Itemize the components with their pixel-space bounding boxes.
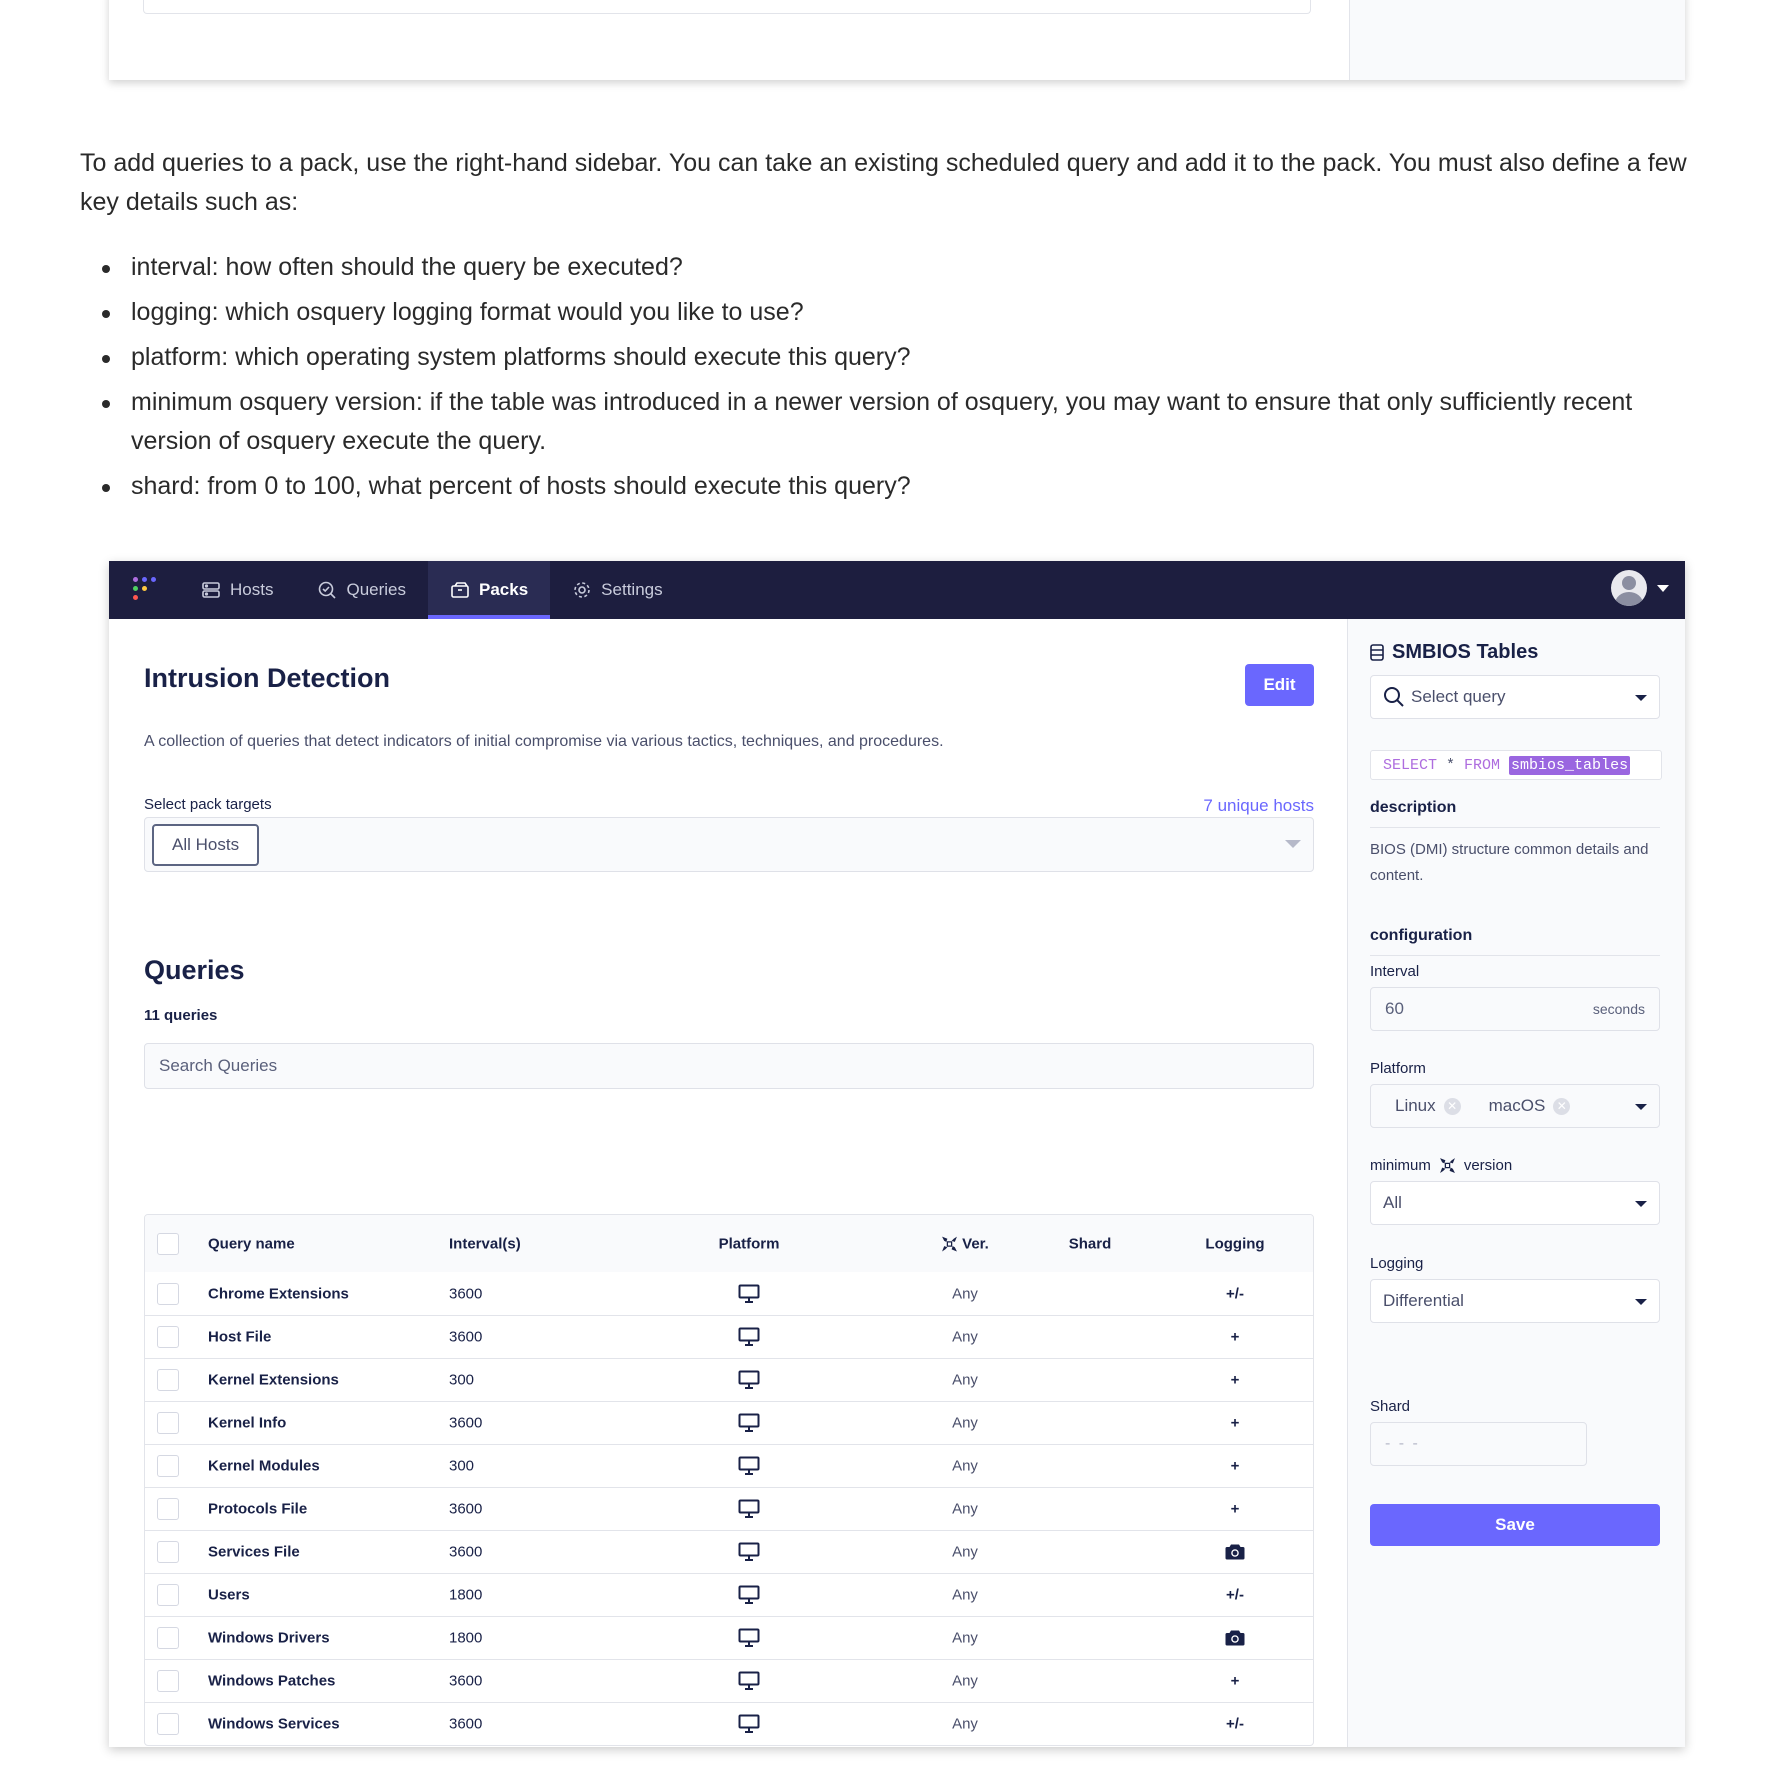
- sql-star: *: [1446, 756, 1456, 774]
- min-version-label-b: version: [1463, 1157, 1513, 1174]
- nav-item-settings[interactable]: [550, 561, 684, 619]
- targets-select[interactable]: [144, 817, 1314, 872]
- platform-select[interactable]: [1370, 1084, 1660, 1128]
- table-row[interactable]: [145, 1573, 1313, 1616]
- sidebar-title-text: SMBIOS Tables: [1392, 641, 1539, 663]
- interval-cell: 1800: [449, 1629, 483, 1647]
- min-version-label-a: minimum: [1370, 1157, 1431, 1174]
- packs-icon: [450, 580, 470, 600]
- table-row[interactable]: [145, 1616, 1313, 1659]
- user-menu[interactable]: [1611, 570, 1669, 606]
- column-header-shard[interactable]: Shard: [1068, 1235, 1112, 1252]
- desktop-icon: [738, 1628, 760, 1648]
- chevron-down-icon: [1635, 1104, 1647, 1110]
- top-nav: [109, 561, 1685, 619]
- column-header-name[interactable]: Query name: [208, 1235, 295, 1252]
- shard-label: Shard: [1370, 1398, 1411, 1415]
- nav-item-label: Hosts: [230, 580, 274, 599]
- desktop-icon: [738, 1499, 760, 1519]
- platform-label: Platform: [1370, 1060, 1426, 1077]
- previous-sidebar: [1349, 0, 1685, 80]
- targets-label: Select pack targets: [144, 796, 272, 813]
- version-cell: Any: [952, 1500, 978, 1518]
- nav-item-packs[interactable]: [428, 561, 550, 619]
- camera-icon: [1225, 1544, 1245, 1561]
- sql-keyword: SELECT: [1383, 756, 1438, 774]
- interval-cell: 3600: [449, 1328, 483, 1346]
- query-name[interactable]: Kernel Modules: [208, 1457, 320, 1475]
- row-checkbox[interactable]: [157, 1326, 179, 1348]
- table-row[interactable]: [145, 1487, 1313, 1530]
- interval-value: 60: [1385, 999, 1404, 1018]
- list-item: shard: from 0 to 100, what percent of hosts should execute this query?: [80, 467, 1710, 506]
- interval-cell: 3600: [449, 1285, 483, 1302]
- table-row[interactable]: [145, 1444, 1313, 1487]
- version-cell: Any: [952, 1586, 978, 1604]
- version-cell: Any: [952, 1672, 978, 1690]
- unique-hosts-count: 7 unique hosts: [1203, 796, 1314, 815]
- nav-item-label: Settings: [601, 580, 663, 599]
- platform-cell: [719, 1542, 779, 1562]
- platform-tag-label: macOS: [1488, 1096, 1546, 1115]
- row-checkbox[interactable]: [157, 1283, 179, 1305]
- table-row[interactable]: [145, 1530, 1313, 1573]
- chevron-down-icon: [1635, 1299, 1647, 1305]
- interval-cell: 3600: [449, 1500, 483, 1518]
- desktop-icon: [738, 1714, 760, 1734]
- queries-table: [144, 1214, 1314, 1746]
- row-checkbox[interactable]: [157, 1541, 179, 1563]
- table-row[interactable]: [145, 1358, 1313, 1401]
- query-name[interactable]: Host File: [208, 1328, 272, 1346]
- shard-input[interactable]: - - -: [1370, 1422, 1587, 1466]
- column-header-platform[interactable]: Platform: [718, 1235, 780, 1252]
- previous-screenshot: [109, 0, 1685, 80]
- chevron-down-icon: [1657, 585, 1669, 592]
- interval-cell: 1800: [449, 1586, 483, 1604]
- list-item: interval: how often should the query be executed?: [80, 248, 1710, 287]
- version-cell: Any: [952, 1414, 978, 1432]
- table-row[interactable]: [145, 1401, 1313, 1444]
- interval-label: Interval: [1370, 963, 1420, 980]
- platform-cell: [719, 1413, 779, 1433]
- platform-tag-macos[interactable]: [1489, 1096, 1571, 1116]
- page-title: Intrusion Detection: [144, 663, 391, 693]
- column-header-logging[interactable]: Logging: [1205, 1235, 1265, 1252]
- version-cell: Any: [952, 1457, 978, 1475]
- list-item: logging: which osquery logging format would you like to use?: [80, 293, 1710, 332]
- list-item: platform: which operating system platforms should execute this query?: [80, 338, 1710, 377]
- logging-cell: +: [1230, 1672, 1240, 1690]
- query-name[interactable]: Kernel Extensions: [208, 1371, 339, 1389]
- query-select[interactable]: [1370, 675, 1660, 719]
- logging-cell: +: [1230, 1371, 1240, 1389]
- desktop-icon: [738, 1413, 760, 1433]
- nav-item-label: Queries: [346, 580, 406, 599]
- sql-keyword: FROM: [1464, 756, 1501, 774]
- sidebar-title: [1370, 641, 1538, 664]
- table-row[interactable]: [145, 1272, 1313, 1315]
- interval-input[interactable]: [1370, 987, 1660, 1031]
- search-input[interactable]: [144, 1043, 1314, 1089]
- query-name[interactable]: Services File: [208, 1543, 300, 1561]
- query-name[interactable]: Windows Patches: [208, 1672, 336, 1690]
- hosts-icon: [201, 580, 221, 600]
- min-version-select[interactable]: [1370, 1181, 1660, 1225]
- interval-cell: 3600: [449, 1715, 483, 1733]
- desktop-icon: [738, 1542, 760, 1562]
- query-name[interactable]: Chrome Extensions: [208, 1285, 349, 1302]
- chevron-down-icon[interactable]: [1285, 840, 1301, 848]
- platform-cell: [719, 1327, 779, 1347]
- search-icon: [1383, 686, 1405, 708]
- logging-cell: +/-: [1226, 1285, 1244, 1302]
- intro-paragraph: To add queries to a pack, use the right-hand sidebar. You can take an existing scheduled query and add it to the pack. You must also define a few key details such as:: [80, 149, 1687, 216]
- version-cell: Any: [952, 1285, 978, 1302]
- pack-description: A collection of queries that detect indicators of initial compromise via various tactics, techniques, and procedures.: [144, 733, 944, 750]
- platform-cell: [719, 1499, 779, 1519]
- version-cell: Any: [952, 1371, 978, 1389]
- version-cell: Any: [952, 1328, 978, 1346]
- pack-main: [109, 619, 1347, 1747]
- logging-cell: +/-: [1226, 1715, 1244, 1733]
- configuration-heading: configuration: [1370, 927, 1660, 956]
- platform-cell: [719, 1456, 779, 1476]
- platform-cell: [719, 1370, 779, 1390]
- sql-preview: [1370, 750, 1662, 780]
- table-row[interactable]: [145, 1702, 1313, 1745]
- platform-tag-linux[interactable]: [1395, 1096, 1461, 1116]
- query-name[interactable]: Protocols File: [208, 1500, 308, 1518]
- interval-unit: seconds: [1592, 1001, 1645, 1017]
- logging-cell: +: [1230, 1414, 1240, 1432]
- desktop-icon: [738, 1327, 760, 1347]
- osquery-icon: [1439, 1157, 1456, 1174]
- min-version-label: [1370, 1157, 1512, 1174]
- interval-cell: 3600: [449, 1543, 483, 1561]
- row-checkbox[interactable]: [157, 1412, 179, 1434]
- desktop-icon: [738, 1370, 760, 1390]
- table-row[interactable]: [145, 1659, 1313, 1702]
- logging-cell: +/-: [1226, 1586, 1244, 1604]
- logging-cell: [1195, 1544, 1275, 1561]
- interval-cell: 3600: [449, 1672, 483, 1690]
- row-checkbox[interactable]: [157, 1713, 179, 1735]
- table-icon: [1370, 644, 1384, 661]
- logging-cell: +: [1230, 1500, 1240, 1518]
- camera-icon: [1225, 1630, 1245, 1647]
- query-select-placeholder: Select query: [1411, 687, 1506, 706]
- version-cell: Any: [952, 1629, 978, 1647]
- platform-cell: [719, 1714, 779, 1734]
- table-header: [145, 1215, 1313, 1272]
- logging-value: Differential: [1383, 1291, 1464, 1310]
- row-checkbox[interactable]: [157, 1498, 179, 1520]
- query-name[interactable]: Users: [208, 1586, 250, 1604]
- row-checkbox[interactable]: [157, 1670, 179, 1692]
- list-item: minimum osquery version: if the table was introduced in a newer version of osquery, you may want to ensure that only sufficiently recent version of osquery execute the query.: [80, 383, 1710, 461]
- logging-label: Logging: [1370, 1255, 1424, 1272]
- platform-cell: [719, 1671, 779, 1691]
- interval-cell: 300: [449, 1371, 475, 1389]
- query-name[interactable]: Windows Drivers: [208, 1629, 330, 1647]
- table-row[interactable]: [145, 1315, 1313, 1358]
- nav-item-hosts[interactable]: [179, 561, 295, 619]
- edit-button[interactable]: Edit: [1245, 664, 1314, 706]
- queries-count: 11 queries: [144, 1007, 218, 1024]
- query-sidebar: [1347, 619, 1685, 1747]
- logging-cell: +: [1230, 1328, 1240, 1346]
- platform-cell: [719, 1628, 779, 1648]
- row-checkbox[interactable]: [157, 1369, 179, 1391]
- queries-icon: [317, 580, 337, 600]
- logging-cell: +: [1230, 1457, 1240, 1475]
- target-chip[interactable]: All Hosts: [152, 824, 259, 866]
- desktop-icon: [738, 1585, 760, 1605]
- description-text: BIOS (DMI) structure common details and content.: [1370, 841, 1649, 884]
- desktop-icon: [738, 1456, 760, 1476]
- select-all-checkbox[interactable]: [157, 1233, 179, 1255]
- details-list: [80, 248, 1710, 512]
- settings-icon: [572, 580, 592, 600]
- osquery-icon: [941, 1235, 958, 1252]
- platform-tag-label: Linux: [1395, 1096, 1436, 1115]
- avatar: [1611, 570, 1647, 606]
- nav-item-label: Packs: [479, 580, 529, 599]
- version-cell: Any: [952, 1715, 978, 1733]
- logging-cell: [1195, 1630, 1275, 1647]
- desktop-icon: [738, 1284, 760, 1304]
- interval-cell: 3600: [449, 1414, 483, 1432]
- query-name[interactable]: Kernel Info: [208, 1414, 287, 1432]
- version-cell: Any: [952, 1543, 978, 1561]
- query-name[interactable]: Windows Services: [208, 1715, 340, 1733]
- remove-tag-icon[interactable]: ✕: [1444, 1098, 1461, 1115]
- fleet-logo-icon[interactable]: [133, 577, 157, 601]
- save-button[interactable]: Save: [1370, 1504, 1660, 1546]
- interval-cell: 300: [449, 1457, 475, 1475]
- description-heading: description: [1370, 799, 1660, 828]
- logging-select[interactable]: [1370, 1279, 1660, 1323]
- column-header-version[interactable]: [925, 1235, 1005, 1252]
- queries-title: Queries: [144, 955, 245, 985]
- min-version-value: All: [1383, 1193, 1402, 1212]
- previous-table-row: [143, 0, 1311, 14]
- app-screenshot: [109, 561, 1685, 1747]
- nav-item-queries[interactable]: [295, 561, 428, 619]
- chevron-down-icon: [1635, 1201, 1647, 1207]
- platform-cell: [719, 1585, 779, 1605]
- desktop-icon: [738, 1671, 760, 1691]
- row-checkbox[interactable]: [157, 1627, 179, 1649]
- column-header-interval[interactable]: Interval(s): [449, 1235, 521, 1252]
- remove-tag-icon[interactable]: ✕: [1553, 1098, 1570, 1115]
- chevron-down-icon: [1635, 695, 1647, 701]
- row-checkbox[interactable]: [157, 1584, 179, 1606]
- row-checkbox[interactable]: [157, 1455, 179, 1477]
- version-header-label: Ver.: [962, 1235, 989, 1252]
- platform-cell: [719, 1284, 779, 1304]
- sql-table-name: smbios_tables: [1511, 756, 1629, 774]
